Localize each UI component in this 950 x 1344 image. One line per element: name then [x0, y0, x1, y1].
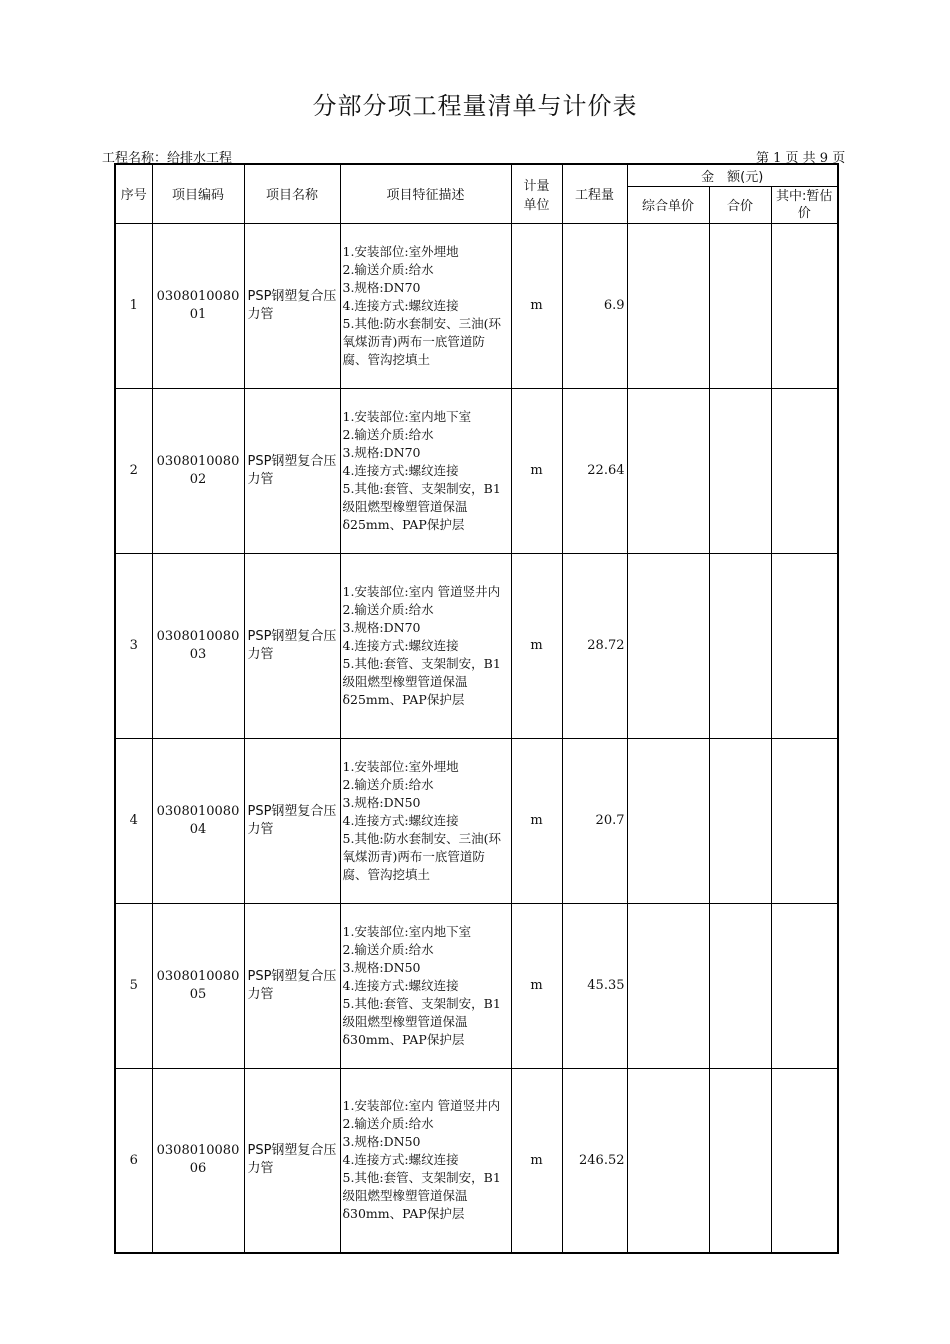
row-unit: m — [511, 223, 562, 388]
page-info: 第 1 页 共 9 页 — [756, 151, 846, 166]
row-desc — [340, 1068, 511, 1253]
row-desc — [340, 553, 511, 738]
row-code: 030801008002 — [152, 388, 244, 553]
desc-line: 3.规格:DN50 — [342, 794, 421, 810]
row-qty: 45.35 — [562, 903, 627, 1068]
desc-line: 4.连接方式:螺纹连接 — [342, 812, 459, 828]
row-code: 030801008001 — [152, 223, 244, 388]
desc-line: 5.其他:套管、支架制安，B1级阻燃型橡塑管道保温δ30mm、PAP保护层 — [342, 995, 501, 1047]
row-total — [709, 903, 771, 1068]
header-name: 项目名称 — [244, 164, 340, 223]
table-row — [115, 388, 838, 553]
row-unit: m — [511, 1068, 562, 1253]
desc-line: 4.连接方式:螺纹连接 — [342, 977, 459, 993]
desc-line: 2.输送介质:给水 — [342, 601, 434, 617]
desc-line: 1.安装部位:室内 管道竖井内 — [342, 583, 501, 599]
row-provisional — [771, 738, 838, 903]
row-desc — [340, 388, 511, 553]
row-unit: m — [511, 553, 562, 738]
desc-line: 1.安装部位:室内地下室 — [342, 408, 472, 424]
header-total: 合价 — [709, 186, 771, 223]
row-seq: 1 — [115, 223, 152, 388]
row-unit-price — [627, 553, 709, 738]
row-name: PSP钢塑复合压力管 — [244, 1068, 340, 1253]
row-seq: 5 — [115, 903, 152, 1068]
desc-line: 3.规格:DN50 — [342, 1134, 421, 1150]
row-code: 030801008006 — [152, 1068, 244, 1253]
row-total — [709, 553, 771, 738]
row-seq: 4 — [115, 738, 152, 903]
row-code: 030801008003 — [152, 553, 244, 738]
header-provisional: 其中:暂估价 — [771, 186, 838, 223]
row-provisional — [771, 903, 838, 1068]
row-seq: 3 — [115, 553, 152, 738]
row-unit-price — [627, 388, 709, 553]
row-code: 030801008004 — [152, 738, 244, 903]
row-name: PSP钢塑复合压力管 — [244, 738, 340, 903]
project-name: 工程名称：给排水工程 — [102, 151, 233, 166]
table-row — [115, 1068, 838, 1253]
desc-line: 5.其他:套管、支架制安，B1级阻燃型橡塑管道保温δ25mm、PAP保护层 — [342, 655, 501, 707]
row-unit-price — [627, 738, 709, 903]
row-desc — [340, 738, 511, 903]
desc-line: 1.安装部位:室外埋地 — [342, 758, 459, 774]
row-desc — [340, 223, 511, 388]
header-code: 项目编码 — [152, 164, 244, 223]
row-provisional — [771, 223, 838, 388]
row-unit-price — [627, 903, 709, 1068]
row-seq: 2 — [115, 388, 152, 553]
header-seq: 序号 — [115, 164, 152, 223]
desc-line: 3.规格:DN70 — [342, 444, 421, 460]
desc-line: 1.安装部位:室外埋地 — [342, 243, 459, 259]
desc-line: 4.连接方式:螺纹连接 — [342, 1152, 459, 1168]
header-qty: 工程量 — [562, 164, 627, 223]
desc-line: 4.连接方式:螺纹连接 — [342, 637, 459, 653]
row-provisional — [771, 1068, 838, 1253]
row-unit-price — [627, 1068, 709, 1253]
row-qty: 28.72 — [562, 553, 627, 738]
desc-line: 1.安装部位:室内 管道竖井内 — [342, 1098, 501, 1114]
row-qty: 22.64 — [562, 388, 627, 553]
table-body — [115, 223, 838, 1253]
desc-line: 5.其他:套管、支架制安，B1级阻燃型橡塑管道保温δ25mm、PAP保护层 — [342, 480, 501, 532]
desc-line: 5.其他:套管、支架制安，B1级阻燃型橡塑管道保温δ30mm、PAP保护层 — [342, 1170, 501, 1222]
desc-line: 3.规格:DN70 — [342, 279, 421, 295]
row-unit: m — [511, 388, 562, 553]
header-desc: 项目特征描述 — [340, 164, 511, 223]
row-unit: m — [511, 738, 562, 903]
desc-line: 4.连接方式:螺纹连接 — [342, 297, 459, 313]
row-qty: 6.9 — [562, 223, 627, 388]
desc-line: 3.规格:DN50 — [342, 959, 421, 975]
row-seq: 6 — [115, 1068, 152, 1253]
row-code: 030801008005 — [152, 903, 244, 1068]
row-name: PSP钢塑复合压力管 — [244, 223, 340, 388]
row-provisional — [771, 553, 838, 738]
row-total — [709, 388, 771, 553]
bill-table — [114, 163, 839, 1254]
desc-line: 2.输送介质:给水 — [342, 941, 434, 957]
desc-line: 3.规格:DN70 — [342, 619, 421, 635]
row-name: PSP钢塑复合压力管 — [244, 388, 340, 553]
desc-line: 2.输送介质:给水 — [342, 1116, 434, 1132]
desc-line: 5.其他:防水套制安、三油(环氧煤沥青)两布一底管道防腐、管沟挖填土 — [342, 315, 502, 367]
row-name: PSP钢塑复合压力管 — [244, 553, 340, 738]
row-name: PSP钢塑复合压力管 — [244, 903, 340, 1068]
row-desc — [340, 903, 511, 1068]
table-row — [115, 223, 838, 388]
page-title: 分部分项工程量清单与计价表 — [312, 92, 638, 120]
desc-line: 4.连接方式:螺纹连接 — [342, 462, 459, 478]
row-provisional — [771, 388, 838, 553]
row-qty: 246.52 — [562, 1068, 627, 1253]
row-total — [709, 223, 771, 388]
table-row — [115, 903, 838, 1068]
desc-line: 5.其他:防水套制安、三油(环氧煤沥青)两布一底管道防腐、管沟挖填土 — [342, 830, 502, 882]
table-row — [115, 738, 838, 903]
table-row — [115, 553, 838, 738]
row-qty: 20.7 — [562, 738, 627, 903]
desc-line: 1.安装部位:室内地下室 — [342, 923, 472, 939]
desc-line: 2.输送介质:给水 — [342, 261, 434, 277]
row-unit-price — [627, 223, 709, 388]
header-amount: 金 额(元) — [627, 164, 838, 186]
desc-line: 2.输送介质:给水 — [342, 776, 434, 792]
row-total — [709, 1068, 771, 1253]
header-unit-price: 综合单价 — [627, 186, 709, 223]
desc-line: 2.输送介质:给水 — [342, 426, 434, 442]
row-total — [709, 738, 771, 903]
row-unit: m — [511, 903, 562, 1068]
header-unit: 计量单位 — [511, 164, 562, 223]
